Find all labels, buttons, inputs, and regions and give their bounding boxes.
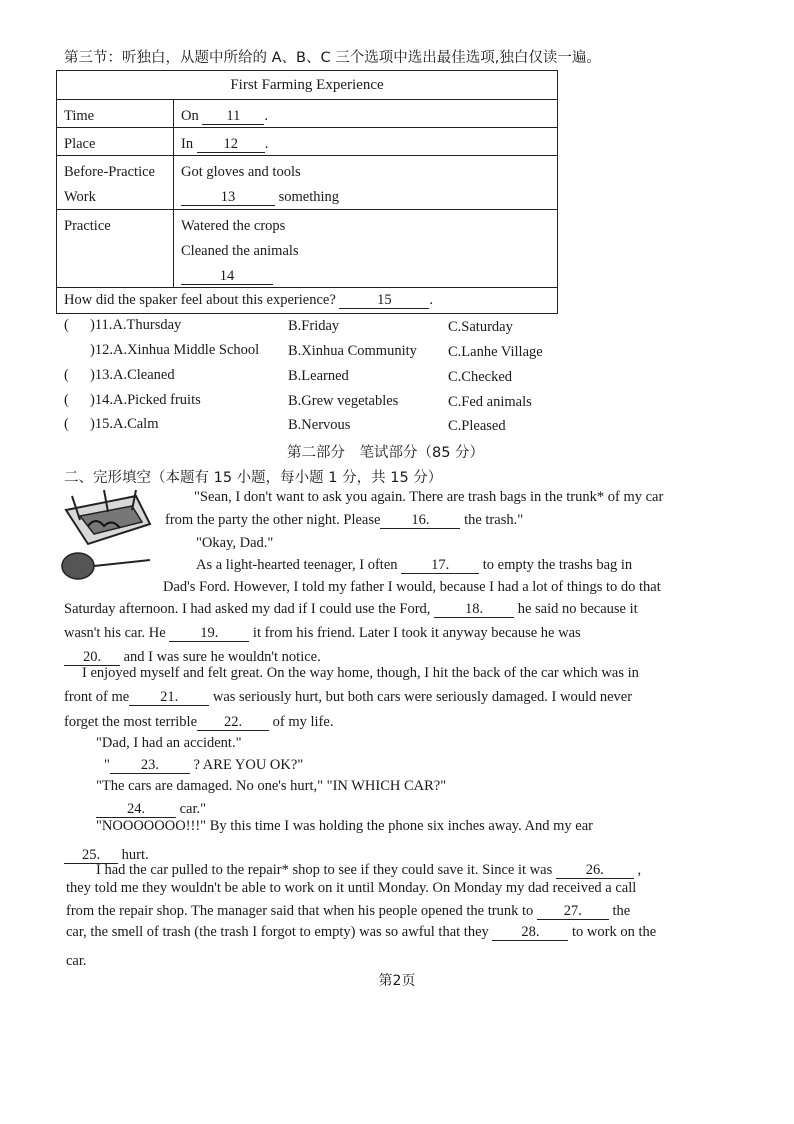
option-c[interactable]: C.Pleased (448, 418, 506, 434)
blank-23: 23. (110, 758, 190, 774)
passage-line: I enjoyed myself and felt great. On the way home, though, I hit the back of the car which was in (82, 665, 639, 681)
passage-line: " 23. ? ARE YOU OK?" (104, 757, 304, 773)
option-paren: ( (64, 367, 69, 383)
blank-20: 20. (64, 650, 120, 666)
table-caption: First Farming Experience (230, 77, 384, 93)
blank-27: 27. (537, 904, 609, 920)
option-paren: ( (64, 317, 69, 333)
blank-13: 13 (181, 190, 275, 206)
option-b[interactable]: B.Learned (288, 368, 349, 384)
row-value: On 11 . (181, 108, 268, 124)
passage-line: 25. hurt. (64, 847, 149, 864)
row-label: Time (57, 100, 174, 127)
blank-24: 24. (96, 802, 176, 818)
option-question: )11.A.Thursday (90, 317, 182, 333)
passage-line: I had the car pulled to the repair* shop to see if they could save it. Since it was 26. , (96, 862, 642, 878)
table-row (57, 99, 557, 127)
option-question: )13.A.Cleaned (90, 367, 175, 383)
passage-line: car. (66, 953, 87, 969)
blank-28: 28. (492, 925, 568, 941)
passage-line: Dad's Ford. However, I told my father I would, because I had a lot of things to do that (163, 579, 661, 595)
option-paren: ( (64, 392, 69, 408)
option-c[interactable]: C.Lanhe Village (448, 344, 543, 360)
blank-19: 19. (169, 626, 249, 642)
blank-22: 22. (197, 715, 269, 731)
table-row (57, 127, 557, 155)
passage-line: "NOOOOOOO!!!" By this time I was holding the phone six inches away. And my ear (96, 818, 593, 834)
table-row (57, 155, 557, 209)
passage-line: "Sean, I don't want to ask you again. There are trash bags in the trunk* of my car (194, 489, 664, 505)
row-value: Got gloves and tools 13 something (181, 164, 340, 205)
section3-title: 第三节：听独白，从题中所给的 A、B、C 三个选项中选出最佳选项,独白仅读一遍。 (64, 50, 601, 66)
blank-18: 18. (434, 602, 514, 618)
passage-line: from the repair shop. The manager said that when his people opened the trunk to 27. the (66, 903, 631, 919)
passage-line: wasn't his car. He 19. it from his friend. Later I took it anyway because he was (64, 625, 581, 641)
passage-line: "Dad, I had an accident." (96, 735, 242, 751)
blank-12: 12 (197, 137, 265, 153)
blank-14: 14 (181, 269, 273, 285)
passage-line: car, the smell of trash (the trash I forgot to empty) was so awful that they 28. to work on the (66, 924, 657, 940)
cloze-title: 二、完形填空（本题有 15 小题，每小题 1 分，共 15 分） (64, 470, 443, 486)
option-b[interactable]: B.Nervous (288, 417, 351, 433)
passage-line: "Okay, Dad." (196, 535, 274, 551)
farming-table (56, 70, 558, 314)
table-row (57, 209, 557, 287)
page-number: 第2页 (378, 973, 416, 989)
blank-21: 21. (129, 690, 209, 706)
row-question: How did the spaker feel about this experience? 15 . (64, 292, 434, 308)
table-row (57, 287, 557, 312)
passage-line: 24. car." (96, 801, 206, 818)
passage-line: Saturday afternoon. I had asked my dad if I could use the Ford, 18. he said no because it (64, 601, 638, 617)
blank-11: 11 (202, 109, 264, 125)
passage-line: forget the most terrible 22. of my life. (64, 714, 334, 730)
blank-26: 26. (556, 863, 634, 879)
trash-bag-car-illustration (58, 486, 158, 582)
option-b[interactable]: B.Friday (288, 318, 340, 334)
blank-15: 15 (339, 293, 429, 309)
blank-17: 17. (401, 558, 479, 574)
option-paren: ( (64, 416, 69, 432)
option-question: )15.A.Calm (90, 416, 159, 432)
option-b[interactable]: B.Xinhua Community (288, 343, 417, 359)
passage-line: As a light-hearted teenager, I often 17. to empty the trashs bag in (196, 557, 633, 573)
option-question: )12.A.Xinhua Middle School (90, 342, 260, 358)
option-c[interactable]: C.Saturday (448, 319, 513, 335)
passage-line: they told me they wouldn't be able to work on it until Monday. On Monday my dad received a call (66, 880, 637, 896)
table-caption-row (57, 71, 557, 99)
option-question: )14.A.Picked fruits (90, 392, 201, 408)
blank-16: 16. (380, 513, 460, 529)
passage-line: "The cars are damaged. No one's hurt," "IN WHICH CAR?" (96, 778, 447, 794)
row-label: Before-Practice Work (57, 156, 174, 209)
passage-line: from the party the other night. Please 16. the trash." (165, 512, 524, 528)
part2-title: 第二部分 笔试部分（85 分） (287, 445, 485, 461)
passage-line: front of me 21. was seriously hurt, but both cars were seriously damaged. I would never (64, 689, 633, 705)
row-value: In 12 . (181, 136, 269, 152)
row-label: Place (57, 128, 174, 155)
row-label: Practice (57, 210, 174, 287)
passage-line: 20. and I was sure he wouldn't notice. (64, 649, 321, 666)
option-c[interactable]: C.Checked (448, 369, 513, 385)
option-c[interactable]: C.Fed animals (448, 394, 532, 410)
option-b[interactable]: B.Grew vegetables (288, 393, 399, 409)
blank-25: 25. (64, 848, 118, 864)
row-value: Watered the crops Cleaned the animals 14 (181, 218, 299, 284)
